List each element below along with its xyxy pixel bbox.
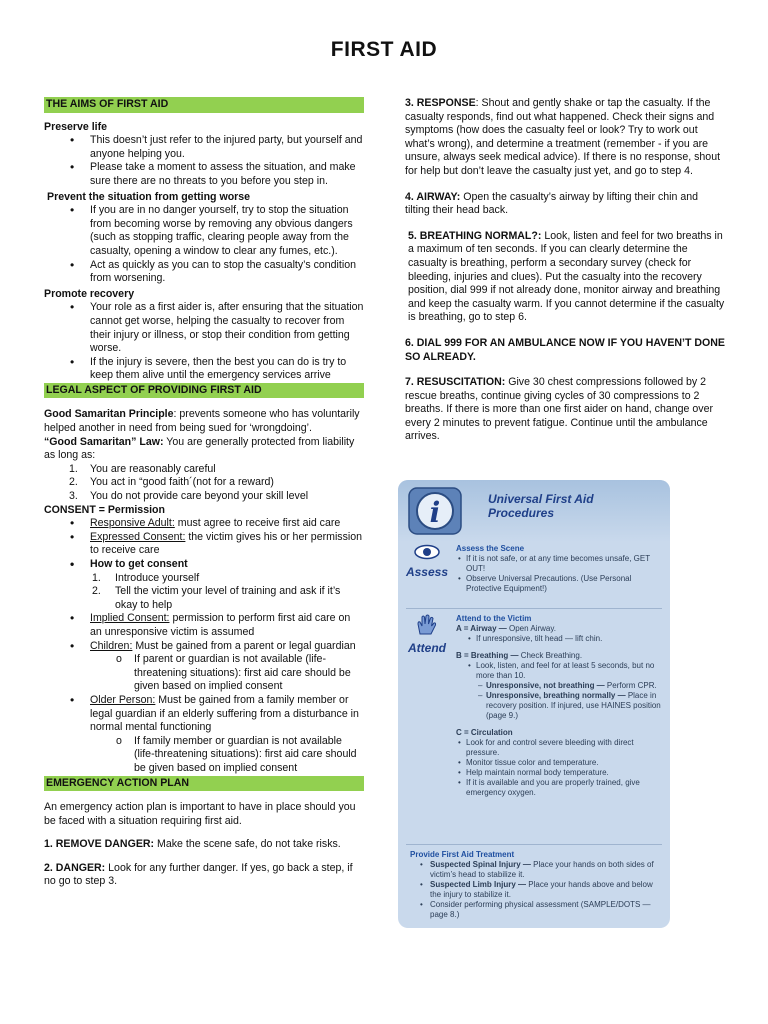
step-label: 4. AIRWAY: — [405, 190, 461, 203]
list-item — [456, 681, 664, 691]
list-item: • Monitor tissue color and temperature. — [456, 758, 664, 768]
breathing-line — [456, 651, 664, 661]
hand-icon — [414, 614, 440, 636]
airway-text: Open Airway. — [508, 624, 556, 633]
attend-word: Attend — [408, 641, 446, 655]
list-text: Tell the victim your level of training and ask if it’s okay to help — [115, 585, 341, 611]
list-text: Must be gained from a family member or legal guardian if an elderly suffering from a disturbance in normal mental functioning — [90, 693, 359, 734]
info-logo-icon — [406, 486, 464, 536]
list-item — [44, 476, 364, 490]
children-label: Children: — [90, 639, 133, 652]
breathing-text: Check Breathing. — [520, 651, 583, 660]
attend-heading: Attend to the Victim — [456, 614, 532, 623]
older-person-label: Older Person: — [90, 693, 156, 706]
list-item: • Help maintain normal body temperature. — [456, 768, 664, 778]
step-response — [405, 97, 725, 179]
list-item: • If it is available and you are properly trained, give emergency oxygen. — [456, 778, 664, 798]
step-label: 1. REMOVE DANGER: — [44, 838, 155, 851]
attend-text — [456, 614, 664, 798]
step-airway — [405, 191, 725, 218]
list-text: must agree to receive first aid care — [174, 517, 341, 530]
list-item: • Look, listen, and feel for at least 5 seconds, but no more than 10. — [456, 661, 664, 681]
right-column — [405, 97, 725, 444]
list-item — [410, 880, 664, 900]
list-item: • If you are in no danger yourself, try to stop the situation from becoming worse by removing any obvious dangers (such as stopping traffic, clearing people away from the casualty, opening a window to clear any fumes, etc.). — [44, 204, 364, 258]
dash-label: Unresponsive, breathing normally — — [486, 691, 628, 700]
infographic-header — [398, 480, 670, 542]
provide-text — [410, 850, 664, 920]
list-text: permission to perform first aid care on an unresponsive victim is assumed — [90, 612, 351, 638]
list-item: • How to get consent — [44, 558, 364, 572]
aims-header: THE AIMS OF FIRST AID — [44, 97, 364, 113]
eap-intro: An emergency action plan is important to have in place should you be faced with a situation requiring first aid. — [44, 801, 356, 827]
good-sam-principle — [44, 408, 364, 435]
list-item: • If unresponsive, tilt head — lift chin. — [456, 634, 664, 644]
good-sam-law-label: “Good Samaritan” Law: — [44, 435, 164, 448]
list-item — [44, 585, 364, 612]
limb-label: Suspected Limb Injury — — [430, 880, 529, 889]
good-sam-law-text: You are generally protected from liability as long as: — [44, 435, 355, 462]
good-sam-principle-label: Good Samaritan Principle — [44, 408, 174, 421]
step-text: : Shout and gently shake or tap the casualty. If the casualty responds, find out what happened. Check their signs and symptoms (how does the casualty feel or look? Try to work out what’s wrong), and determine a treatment (remember - if you are unsure, always seek medical advice). If there is no response, shout for help but don’t leave the casualty just yet, and go to step 4. — [405, 97, 721, 177]
step-text: Make the scene safe, do not take risks. — [154, 838, 341, 851]
list-text: You are reasonably careful — [90, 462, 216, 475]
preserve-list — [44, 134, 364, 188]
spinal-text: Place your hands on both sides of victim’s head to stabilize it. — [430, 860, 654, 879]
step-danger — [44, 862, 364, 889]
list-item — [44, 517, 364, 531]
step-text: Look, listen and feel for two breaths in a maximum of ten seconds. If you can clearly determine the casualty is breathing, perform a secondary survey (check for bleeding, injuries and clues). Put the casualty into the recovery position, dial 999 if not already done, monitor airway and breathing and keep the casualty warm. If you cannot determine if the casualty is breathing, go to step 6. — [408, 229, 725, 324]
limb-text: Place your hands above and below the injury to stabilize it. — [430, 880, 653, 899]
list-item: • If the injury is severe, then the best you can do is try to keep them alive until the emergency services arrive — [44, 356, 364, 383]
step-label: 7. RESUSCITATION: — [405, 376, 506, 389]
list-number: 3. — [69, 490, 78, 503]
divider — [406, 608, 662, 609]
list-text: Must be gained from a parent or legal guardian — [132, 639, 356, 652]
good-sam-principle-text: : prevents someone who has voluntarily helped another in need from being sued for ‘wrongdoing’. — [44, 408, 360, 435]
how-list — [44, 572, 364, 613]
assess-step — [404, 544, 450, 579]
list-number: 2. — [69, 476, 78, 489]
consent-list — [44, 517, 364, 571]
dash-text: Place in recovery position. If injured, use HAINES position (page 9.) — [486, 691, 661, 720]
step-text: Open the casualty’s airway by lifting their chin and tilting their head back. — [405, 190, 699, 217]
dash-label: Unresponsive, not breathing — — [486, 681, 607, 690]
list-item — [44, 612, 364, 639]
info-logo-letter: i — [429, 496, 441, 529]
list-item: • Your role as a first aider is, after ensuring that the situation cannot get worse, helping the casualty to recover from their injury or illness, or stop their condition from getting worse. — [44, 301, 364, 355]
law-list — [44, 463, 364, 504]
dash-text: Perform CPR. — [606, 681, 657, 690]
list-item — [44, 490, 364, 504]
infographic-body — [398, 542, 670, 928]
assess-word: Assess — [405, 565, 449, 579]
list-text: You do not provide care beyond your skill level — [90, 490, 309, 503]
legal-header: LEGAL ASPECT OF PROVIDING FIRST AID — [44, 383, 364, 399]
circulation-label: C = Circulation — [456, 728, 513, 737]
list-item: o If parent or guardian is not available (life-threatening situations): first aid care should be given based on implied consent — [44, 653, 364, 694]
breathing-label: B = Breathing — — [456, 651, 521, 660]
list-text: Introduce yourself — [115, 571, 200, 584]
step-label: 3. RESPONSE — [405, 97, 476, 109]
promote-heading: Promote recovery — [44, 287, 135, 300]
consent-heading: CONSENT = Permission — [44, 503, 165, 516]
prevent-heading: Prevent the situation from getting worse — [47, 190, 251, 203]
good-sam-law — [44, 436, 364, 463]
expressed-consent-label: Expressed Consent: — [90, 530, 186, 543]
universal-procedures-infographic — [398, 480, 670, 928]
list-item — [410, 860, 664, 880]
consent-list-2 — [44, 612, 364, 775]
step-dial: 6. DIAL 999 FOR AN AMBULANCE NOW IF YOU HAVEN’T DONE SO ALREADY. — [405, 336, 725, 363]
eye-icon — [414, 544, 440, 560]
step-text: Look for any further danger. If yes, go back a step, if no go to step 3. — [44, 861, 353, 888]
list-text: You act in “good faith´(not for a reward) — [90, 476, 274, 489]
list-item — [44, 572, 364, 586]
left-column — [44, 97, 364, 889]
promote-list — [44, 301, 364, 383]
list-number: 1. — [92, 571, 101, 584]
list-item: • Act as quickly as you can to stop the casualty’s condition from worsening. — [44, 259, 364, 286]
step-text: Give 30 chest compressions followed by 2 rescue breaths, continue giving cycles of 30 compressions to 2 breaths. If there is more than one first aider on hand, change over every 2 minutes to prevent fatigue. Continue until the ambulance arrives. — [405, 376, 713, 443]
step-label: 5. BREATHING NORMAL?: — [408, 229, 542, 242]
preserve-life-heading: Preserve life — [44, 120, 108, 133]
list-item: • Please take a moment to assess the situation, and make sure there are no threats to you before you step in. — [44, 161, 364, 188]
list-item: • Consider performing physical assessment (SAMPLE/DOTS — page 8.) — [410, 900, 664, 920]
step-breathing — [405, 230, 725, 325]
list-text: the victim gives his or her permission to receive care — [90, 530, 363, 557]
step-label: 2. DANGER: — [44, 861, 106, 874]
implied-consent-label: Implied Consent: — [90, 612, 170, 625]
airway-line — [456, 624, 664, 634]
prevent-list — [44, 204, 364, 286]
list-item: • If it is not safe, or at any time becomes unsafe, GET OUT! — [456, 554, 664, 574]
airway-label: A = Airway — — [456, 624, 509, 633]
page-title: FIRST AID — [330, 38, 438, 61]
list-item: • This doesn’t just refer to the injured party, but yourself and anyone helping you. — [44, 134, 364, 161]
spinal-label: Suspected Spinal Injury — — [430, 860, 534, 869]
list-item: o If family member or guardian is not available (life-threatening situations): first aid care should be given based on implied consent — [44, 735, 364, 776]
list-item — [44, 463, 364, 477]
list-number: 1. — [69, 462, 78, 475]
provide-heading: Provide First Aid Treatment — [410, 850, 515, 859]
list-item: • Look for and control severe bleeding with direct pressure. — [456, 738, 664, 758]
list-item — [44, 531, 364, 558]
list-number: 2. — [92, 585, 101, 598]
divider — [406, 844, 662, 845]
eap-header: EMERGENCY ACTION PLAN — [44, 776, 364, 792]
list-item — [456, 691, 664, 721]
list-item: • Observe Universal Precautions. (Use Personal Protective Equipment!) — [456, 574, 664, 594]
list-item — [44, 694, 364, 735]
list-item — [44, 640, 364, 654]
infographic-title: Universal First Aid Procedures — [488, 492, 594, 520]
responsive-adult-label: Responsive Adult: — [90, 517, 175, 530]
assess-text — [456, 544, 664, 594]
step-remove-danger — [44, 838, 364, 852]
attend-step — [404, 614, 450, 655]
assess-heading: Assess the Scene — [456, 544, 525, 553]
step-resuscitation — [405, 376, 725, 444]
